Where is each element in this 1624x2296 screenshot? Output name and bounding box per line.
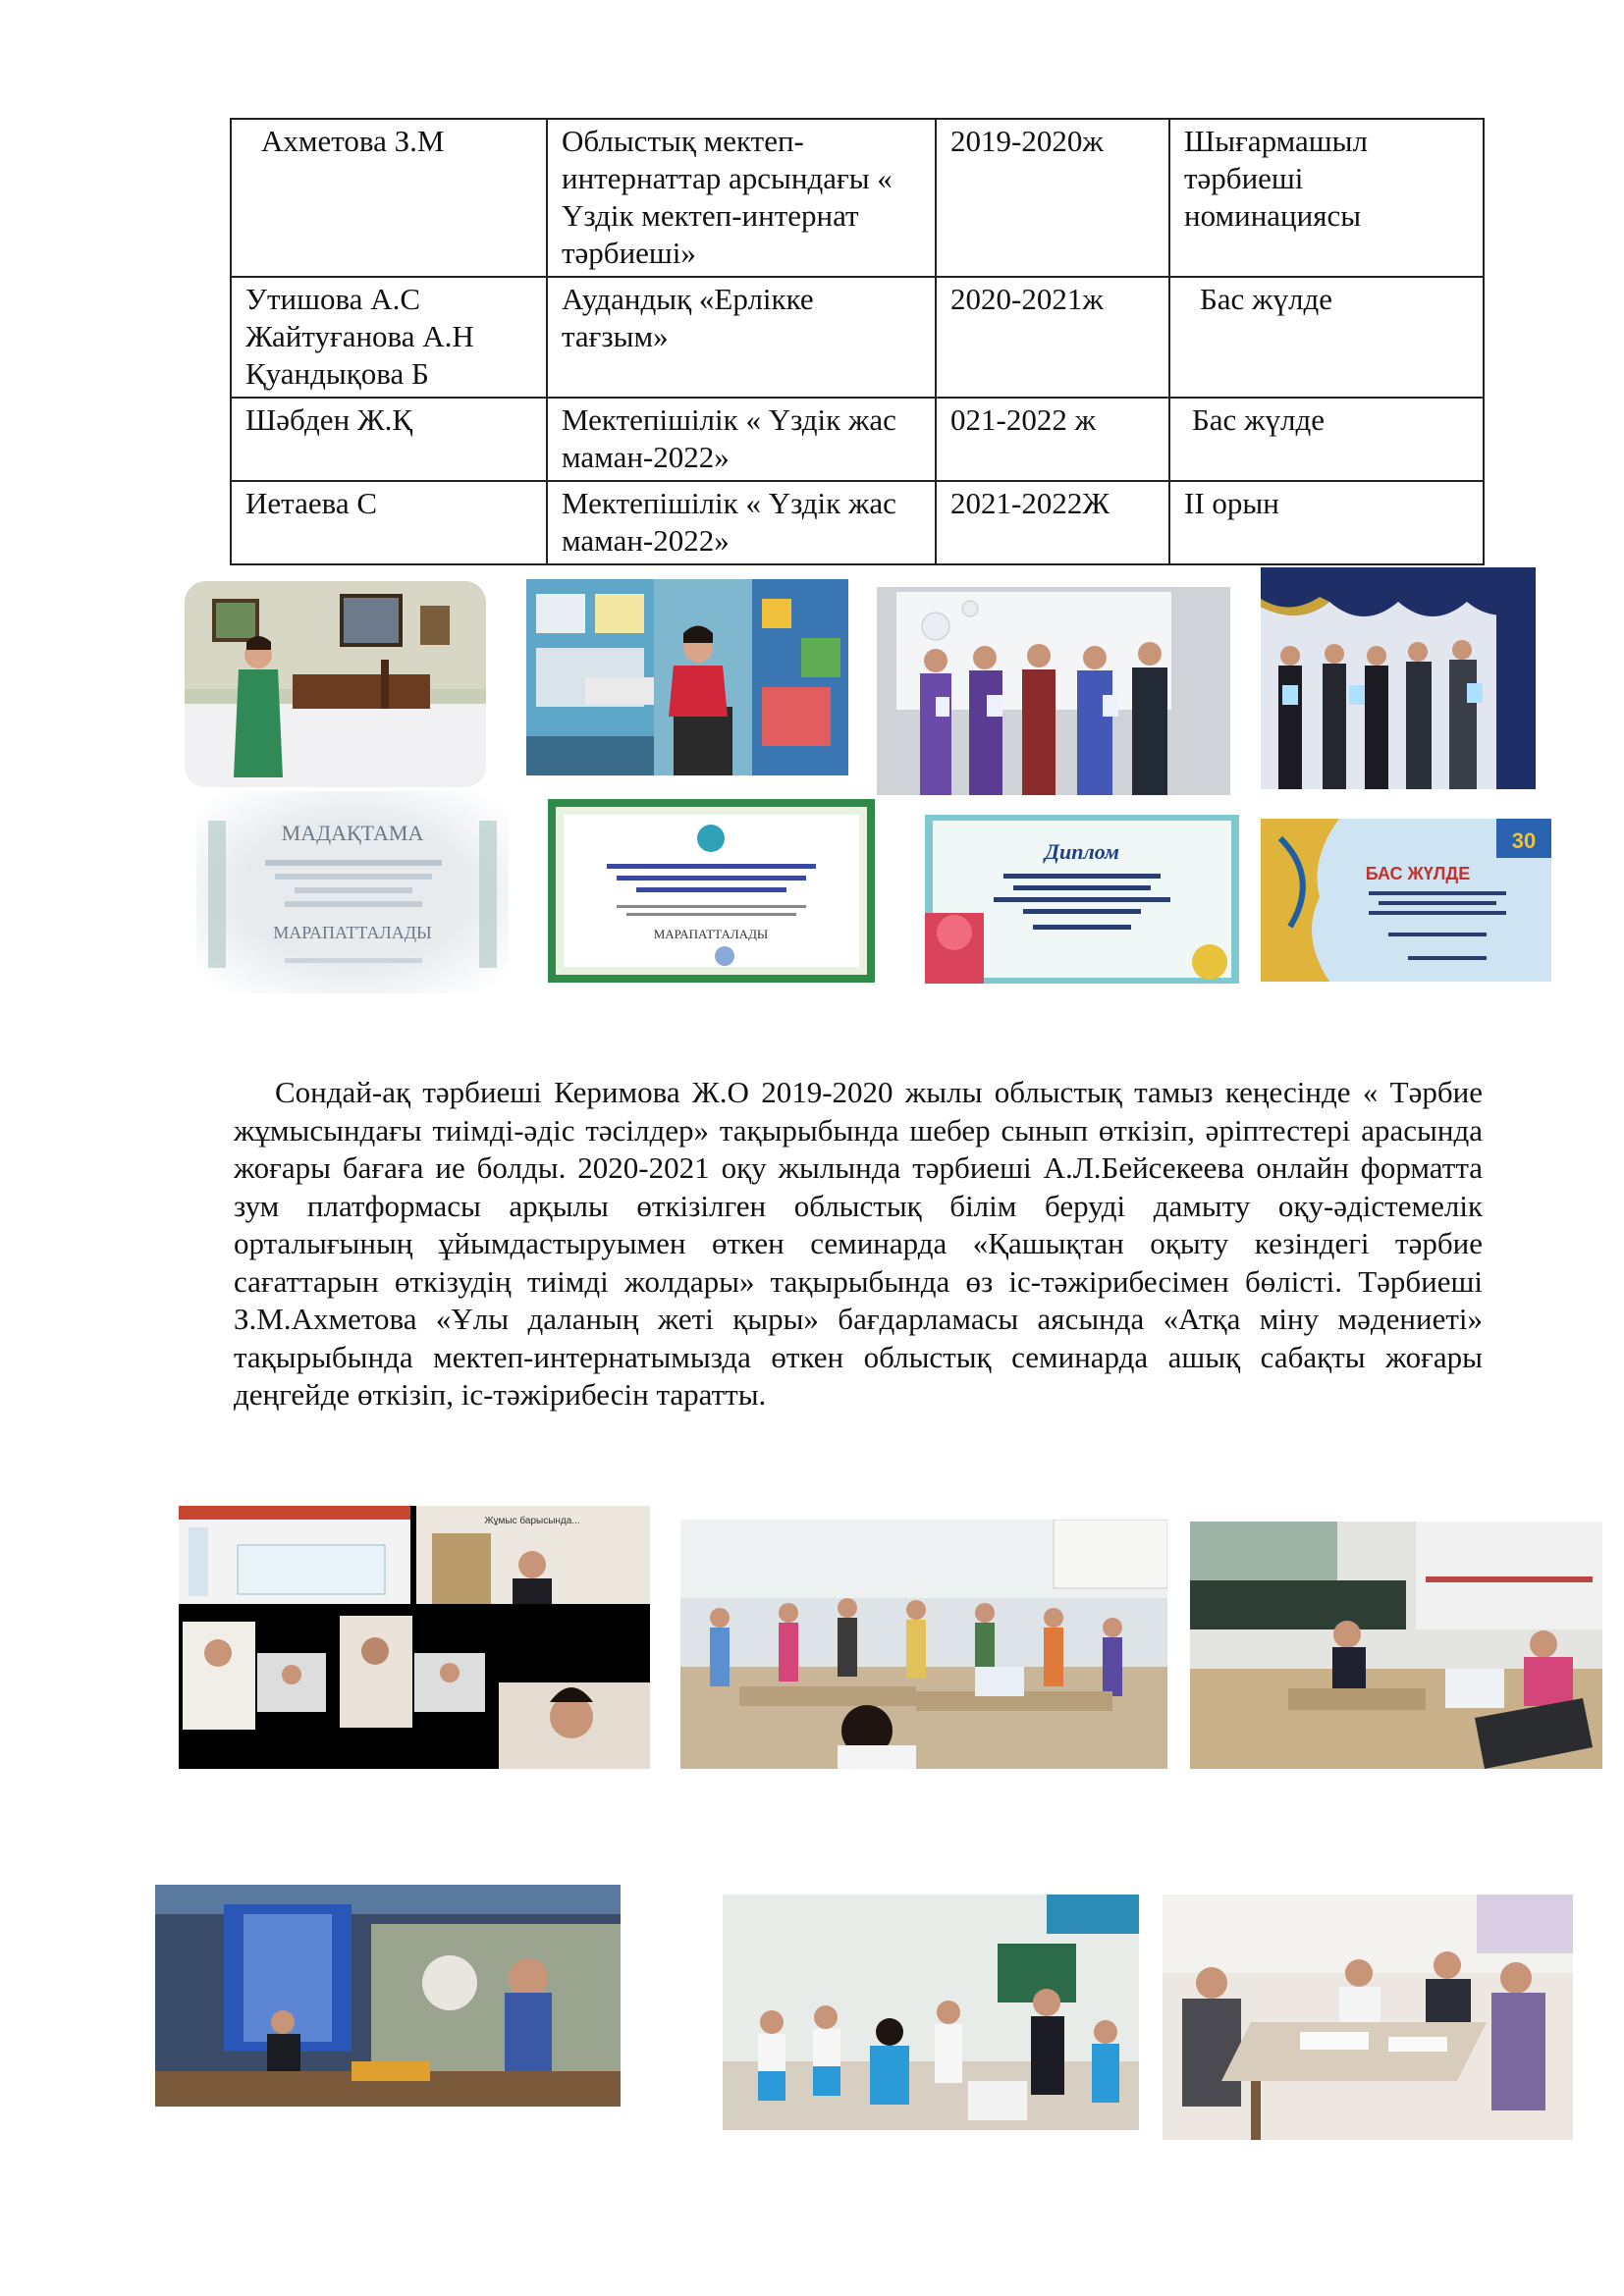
- certificate-badge: 30: [1511, 828, 1537, 853]
- cell-year: 2019-2020ж: [936, 119, 1169, 277]
- certificate-footer: МАРАПАТТАЛАДЫ: [653, 927, 769, 941]
- photo-classroom-seminar: [680, 1520, 1167, 1769]
- certificate-bas-zhulde: [1261, 819, 1551, 982]
- cell-event: Облыстық мектеп-интернаттар арсындағы « Үздік мектеп-интернат тәрбиеші»: [547, 119, 936, 277]
- cell-name: Иетаева С: [231, 481, 547, 564]
- cell-event: Мектепішілік « Үздік жас маман-2022»: [547, 398, 936, 481]
- table-row: [231, 398, 1484, 481]
- table-row: [231, 119, 1484, 277]
- photo-children-classroom: [723, 1895, 1139, 2130]
- cell-name: Ахметова З.М: [231, 119, 547, 277]
- photo-zoom-collage: [179, 1506, 650, 1769]
- photo-group-diplomas: [877, 587, 1230, 795]
- cell-result: Бас жүлде: [1169, 277, 1484, 398]
- cell-year: 021-2022 ж: [936, 398, 1169, 481]
- photo-teacher-exhibition: [185, 581, 486, 787]
- cell-event: Мектепішілік « Үздік жас маман-2022»: [547, 481, 936, 564]
- certificate-title: Диплом: [1044, 839, 1120, 864]
- awards-table: [230, 118, 1485, 565]
- cell-year: 2020-2021ж: [936, 277, 1169, 398]
- photo-classroom-blackboard: [1190, 1522, 1602, 1769]
- certificate-title: БАС ЖҮЛДЕ: [1365, 864, 1471, 883]
- cell-result: ІІ орын: [1169, 481, 1484, 564]
- table-row: [231, 481, 1484, 564]
- table-row: [231, 277, 1484, 398]
- photo-teachers-table: [1163, 1895, 1573, 2140]
- photo-teacher-stand: [526, 579, 848, 775]
- photo-group-stage: [1261, 567, 1536, 789]
- certificate-title: МАДАҚТАМА: [281, 821, 424, 845]
- cell-name: Утишова А.С Жайтуғанова А.Н Қуандықова Б: [231, 277, 547, 398]
- cell-name: Шәбден Ж.Қ: [231, 398, 547, 481]
- cell-result: Бас жүлде: [1169, 398, 1484, 481]
- cell-event: Аудандық «Ерлікке тағзым»: [547, 277, 936, 398]
- cell-result: Шығармашыл тәрбиеші номинациясы: [1169, 119, 1484, 277]
- certificate-green-border: [548, 799, 875, 983]
- certificate-diplom: [925, 815, 1239, 984]
- certificate-footer: МАРАПАТТАЛАДЫ: [273, 923, 432, 942]
- body-paragraph: Сондай-ақ тәрбиеші Керимова Ж.О 2019-2020 жылы облыстық тамыз кеңесінде « Тәрбие жұмысындағы тиімді-әдіс тәсілдер» тақырыбында шебер сынып өткізіп, әріптестері арасында жоғары бағаға ие болды. 2020-2021 оқу жылында тәрбиеші А.Л.Бейсекеева онлайн форматта зум платформасы арқылы өткізілген облыстық білім беруді дамыту оқу-әдістемелік орталығының ұйымдастыруымен өткен семинарда «Қашықтан оқыту кезіндегі тәрбие сағаттарын өткізудің тиімді жолдары» тақырыбында өз іс-тәжірибесімен бөлісті. Тәрбиеші З.М.Ахметова «Ұлы даланың жеті қыры» бағдарламасы аясында «Атқа міну мәдениеті» тақырыбында мектеп-интернатымызда өткен облыстық семинарда ашық сабақты жоғары деңгейде өткізіп, іс-тәжірибесін таратты.: [234, 1075, 1483, 1412]
- certificate-madaktama: [196, 791, 509, 993]
- slide-header: Жұмыс барысында...: [484, 1516, 580, 1526]
- photo-open-lesson-projector: [155, 1885, 621, 2107]
- cell-year: 2021-2022Ж: [936, 481, 1169, 564]
